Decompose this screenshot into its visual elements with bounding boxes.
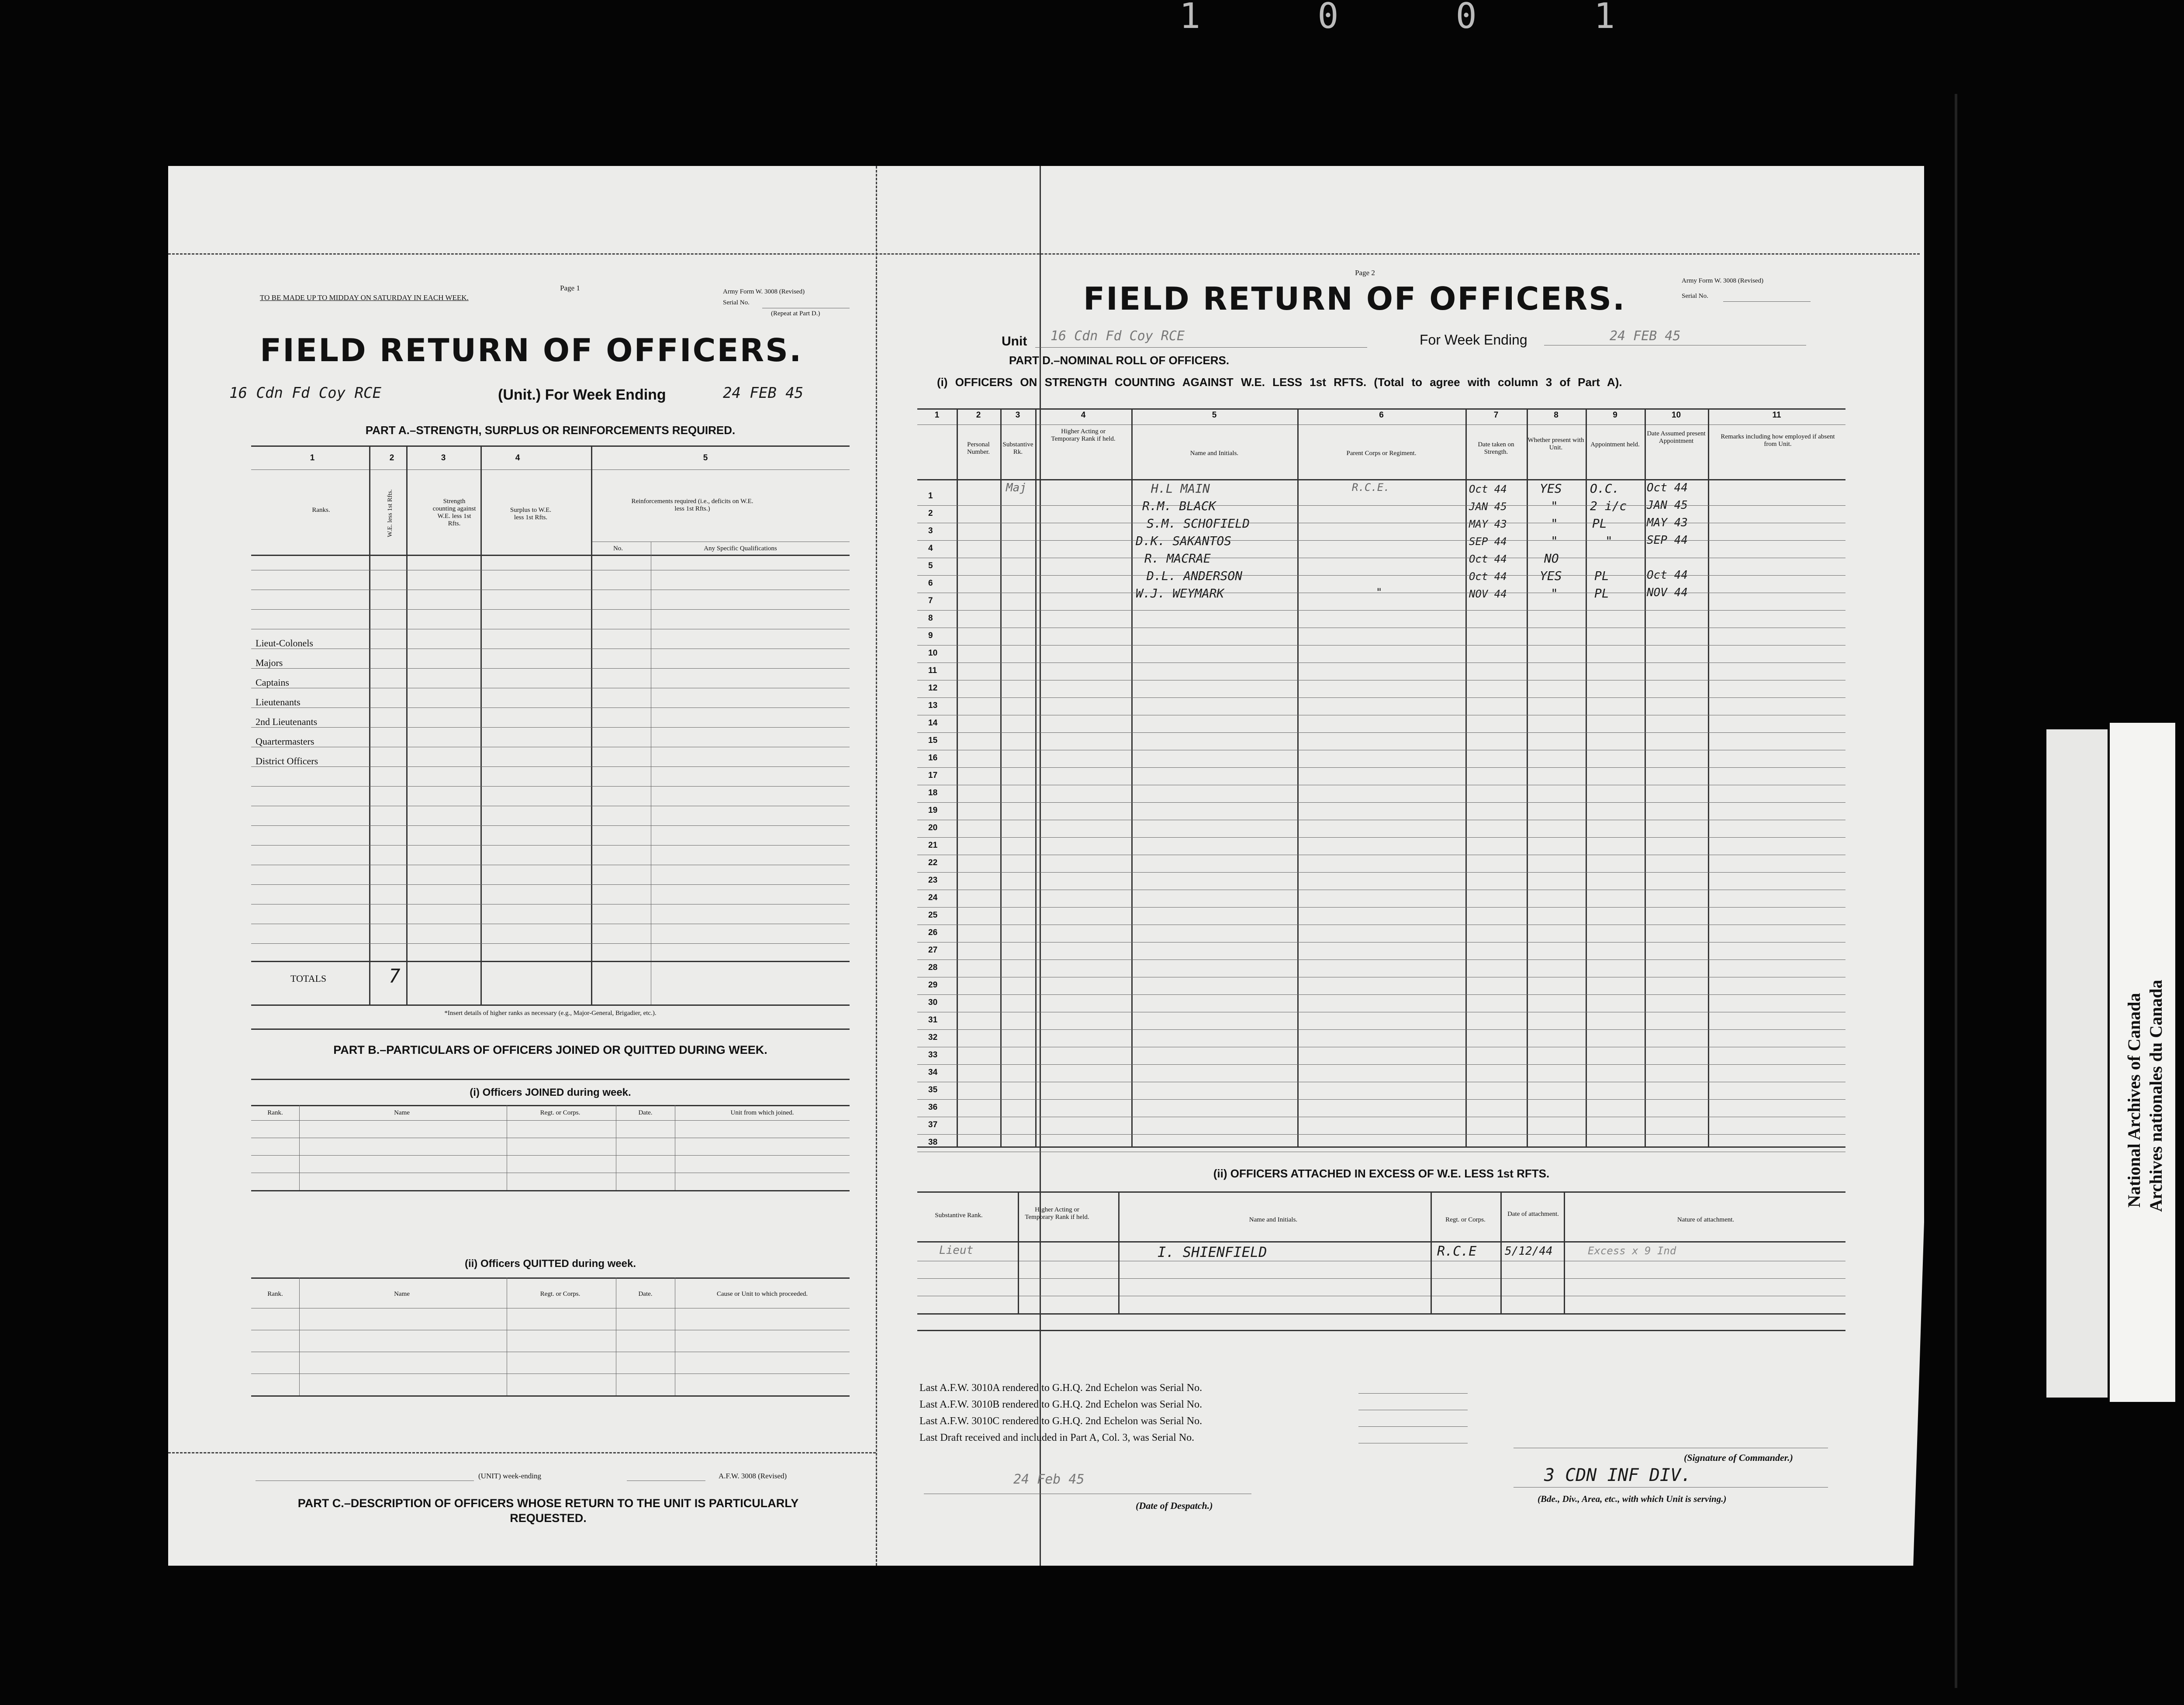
- archive-label-line2: Archives nationales du Canada: [2146, 980, 2166, 1212]
- part-a-num-rule: [251, 469, 850, 470]
- roll-header-date-taken: Date taken on Strength.: [1478, 441, 1514, 456]
- roll-vline: [1527, 408, 1528, 1146]
- page1-form-id: Army Form W. 3008 (Revised): [723, 288, 805, 295]
- roll-row-number: 14: [928, 718, 938, 728]
- page1-title: FIELD RETURN OF OFFICERS.: [260, 332, 803, 369]
- roll-entry-appt: PL: [1594, 586, 1609, 601]
- part-a-no-header: No.: [613, 545, 623, 552]
- roll-row-number: 15: [928, 736, 938, 745]
- roll-row-rule: [917, 1064, 1845, 1065]
- part-d-title: PART D.–NOMINAL ROLL OF OFFICERS.: [1009, 354, 1230, 367]
- roll-entry-name: H.L MAIN: [1151, 481, 1210, 496]
- roll-row-number: 6: [928, 579, 933, 588]
- roll-entry-assumed: MAY 43: [1647, 516, 1688, 529]
- roll-vline: [1586, 408, 1587, 1146]
- roll-row-rule: [917, 837, 1845, 838]
- part-a-row-rule: [251, 845, 850, 846]
- roll-col-num: 11: [1772, 411, 1781, 420]
- roll-entry-date: SEP 44: [1469, 535, 1507, 548]
- rank-district-officers: District Officers: [256, 756, 318, 766]
- joined-row: [251, 1155, 850, 1156]
- part-a-row-rule: [251, 727, 850, 728]
- section-ii-title: (ii) OFFICERS ATTACHED IN EXCESS OF W.E. LESS 1st RFTS.: [1213, 1167, 1550, 1180]
- roll-row-number: 16: [928, 753, 938, 763]
- roll-header-date-assumed: Date Assumed present Appointment: [1647, 430, 1706, 445]
- part-a-header-bottom: [251, 555, 850, 556]
- roll-header-parent-corps: Parent Corps or Regiment.: [1346, 450, 1417, 457]
- quitted-bottom: [251, 1395, 850, 1397]
- roll-col-num: 9: [1613, 411, 1617, 420]
- last-3010b: Last A.F.W. 3010B rendered to G.H.Q. 2nd Echelon was Serial No.: [919, 1399, 1203, 1410]
- rank-quartermasters: Quartermasters: [256, 736, 314, 747]
- roll-row-number: 36: [928, 1103, 938, 1112]
- roll-row-rule: [917, 994, 1845, 995]
- roll-entry-present: ": [1551, 499, 1558, 513]
- roll-vline: [1708, 408, 1709, 1146]
- part-c-title: PART C.–DESCRIPTION OF OFFICERS WHOSE RETURN TO THE UNIT IS PARTICULARLY REQUESTED.: [297, 1497, 799, 1525]
- roll-row-number: 31: [928, 1015, 938, 1025]
- quitted-header-regt: Regt. or Corps.: [540, 1291, 581, 1298]
- part-a-qualifications-header: Any Specific Qualifications: [704, 545, 777, 552]
- roll-entry-date: Oct 44: [1469, 553, 1507, 565]
- roll-row-rule: [917, 540, 1845, 541]
- bde-label: (Bde., Div., Area, etc., with which Unit is serving.): [1538, 1494, 1727, 1504]
- roll-row-number: 24: [928, 893, 938, 902]
- roll-entry-date: MAY 43: [1469, 518, 1507, 530]
- roll-entry-appt: PL: [1592, 516, 1607, 531]
- attached-vline: [1431, 1191, 1432, 1313]
- roll-row-number: 8: [928, 614, 933, 623]
- joined-header-name: Name: [394, 1109, 410, 1116]
- part-a-row-rule: [251, 766, 850, 767]
- totals-handwritten: 7: [389, 965, 401, 987]
- part-a-row-rule: [251, 609, 850, 610]
- part-a-ranks-header: Ranks.: [312, 507, 330, 514]
- tear-form-id: A.F.W. 3008 (Revised): [719, 1472, 787, 1480]
- attached-bottom: [917, 1313, 1845, 1315]
- part-b-title-rule: [251, 1079, 850, 1080]
- roll-entry-assumed: JAN 45: [1647, 499, 1688, 512]
- totals-label: TOTALS: [290, 973, 327, 984]
- rank-2nd-lieutenants: 2nd Lieutenants: [256, 716, 318, 727]
- right-binding-line: [1955, 94, 1957, 1688]
- roll-row-number: 32: [928, 1033, 938, 1042]
- part-a-col-num: 4: [515, 453, 520, 462]
- roll-row-number: 5: [928, 561, 933, 570]
- quitted-vline: [299, 1277, 300, 1395]
- page2-unit-handwritten: 16 Cdn Fd Coy RCE: [1051, 328, 1185, 344]
- quitted-header-date: Date.: [638, 1291, 653, 1298]
- attached-vline: [1018, 1191, 1019, 1313]
- page2-label: Page 2: [1355, 269, 1375, 277]
- roll-entry-assumed: NOV 44: [1647, 586, 1688, 599]
- roll-entry-present: ": [1551, 534, 1558, 548]
- roll-row-number: 23: [928, 876, 938, 885]
- last-3010c-fill: [1358, 1426, 1468, 1427]
- rank-lieut-colonels: Lieut-Colonels: [256, 638, 313, 649]
- roll-entry-date: Oct 44: [1469, 483, 1507, 495]
- roll-vline: [1297, 408, 1299, 1146]
- roll-row-number: 35: [928, 1085, 938, 1094]
- roll-vline: [1131, 408, 1133, 1146]
- page1-tear-line: [168, 1452, 876, 1453]
- roll-entry-present: YES: [1540, 569, 1562, 583]
- roll-col-num: 8: [1554, 411, 1559, 420]
- part-a-title: PART A.–STRENGTH, SURPLUS OR REINFORCEMENTS REQUIRED.: [365, 424, 736, 437]
- page2-form-id: Army Form W. 3008 (Revised): [1682, 277, 1764, 284]
- last-draft: Last Draft received and included in Part A, Col. 3, was Serial No.: [919, 1432, 1195, 1443]
- roll-entry-assumed: Oct 44: [1647, 569, 1688, 582]
- roll-row-rule: [917, 959, 1845, 960]
- roll-entry-name: D.K. SAKANTOS: [1136, 534, 1232, 548]
- part-a-top-rule: [251, 445, 850, 447]
- roll-col-num: 1: [934, 411, 940, 420]
- roll-row-rule: [917, 1134, 1845, 1135]
- roll-row-number: 26: [928, 928, 938, 937]
- roll-header-higher-rank: Higher Acting or Temporary Rank if held.: [1051, 428, 1116, 442]
- part-a-we-header: [373, 476, 400, 542]
- roll-entry-date: JAN 45: [1469, 500, 1507, 513]
- part-a-row-rule: [251, 825, 850, 826]
- roll-header-appointment: Appointment held.: [1590, 441, 1640, 448]
- part-a-row-rule: [251, 943, 850, 944]
- joined-header-top: [251, 1105, 850, 1106]
- roll-row-number: 18: [928, 788, 938, 797]
- roll-row-rule: [917, 872, 1845, 873]
- page1-unit-handwritten: 16 Cdn Fd Coy RCE: [229, 384, 381, 402]
- bde-line: [1514, 1487, 1828, 1488]
- joined-header-date: Date.: [638, 1109, 653, 1116]
- roll-entry-name: R.M. BLACK: [1142, 499, 1216, 513]
- roll-row-number: 17: [928, 771, 938, 780]
- archive-label-line1: National Archives of Canada: [2124, 993, 2144, 1208]
- page1-label: Page 1: [560, 284, 580, 292]
- roll-entry-name: R. MACRAE: [1144, 551, 1211, 566]
- roll-entry-appt: O.C.: [1590, 481, 1620, 496]
- roll-row-rule: [917, 732, 1845, 733]
- part-a-vline: [406, 445, 408, 1004]
- last-3010a-fill: [1358, 1393, 1468, 1394]
- attached-entry-date: 5/12/44: [1505, 1245, 1553, 1258]
- roll-row-rule: [917, 1099, 1845, 1100]
- joined-header-bottom: [251, 1120, 850, 1121]
- roll-entry-date: Oct 44: [1469, 570, 1507, 583]
- page2-unit-label: Unit: [1002, 334, 1027, 349]
- roll-vline: [1465, 408, 1467, 1146]
- roll-row-number: 1: [928, 491, 933, 500]
- joined-header-rank: Rank.: [267, 1109, 283, 1116]
- part-a-strength-header: Strength counting against W.E. less 1st Rfts.: [432, 498, 476, 527]
- roll-vline: [1645, 408, 1646, 1146]
- joined-header-unit: Unit from which joined.: [730, 1109, 794, 1116]
- roll-row-number: 34: [928, 1068, 938, 1077]
- attached-vline: [1118, 1191, 1120, 1313]
- document-sheet: [168, 166, 1924, 1566]
- attached-entry-corps: R.C.E: [1437, 1244, 1477, 1259]
- roll-row-number: 22: [928, 858, 938, 867]
- roll-col-num: 7: [1493, 411, 1499, 420]
- page2-title: FIELD RETURN OF OFFICERS.: [1083, 280, 1626, 317]
- despatch-handwritten: 24 Feb 45: [1013, 1472, 1085, 1487]
- roll-col-num: 3: [1015, 411, 1020, 420]
- roll-row-number: 2: [928, 509, 933, 518]
- roll-bottom-rule: [917, 1146, 1845, 1148]
- part-a-row-rule: [251, 884, 850, 885]
- joined-title: (i) Officers JOINED during week.: [470, 1087, 631, 1098]
- roll-entry-corps: ": [1376, 586, 1382, 598]
- roll-row-number: 12: [928, 683, 938, 693]
- roll-header-name: Name and Initials.: [1190, 450, 1239, 457]
- roll-entry-date: NOV 44: [1469, 588, 1507, 600]
- part-a-col-num: 5: [703, 453, 708, 462]
- roll-entry-corps: R.C.E.: [1352, 481, 1390, 494]
- page2-week-label: For Week Ending: [1420, 332, 1527, 348]
- part-d-section-i: (i) OFFICERS ON STRENGTH COUNTING AGAINST W.E. LESS 1st RFTS. (Total to agree with column 3 of Part A).: [937, 376, 1622, 389]
- roll-row-number: 33: [928, 1050, 938, 1060]
- page1-instruction: TO BE MADE UP TO MIDDAY ON SATURDAY IN EACH WEEK.: [260, 293, 469, 302]
- roll-row-rule: [917, 802, 1845, 803]
- part-b-top-rule: [251, 1029, 850, 1030]
- roll-header-remarks: Remarks including how employed if absent from Unit.: [1721, 433, 1835, 448]
- joined-bottom: [251, 1190, 850, 1191]
- part-a-reinforcements-header: Reinforcements required (i.e., deficits on W.E. less 1st Rfts.): [631, 498, 753, 512]
- part-a-col-num: 2: [389, 453, 394, 462]
- tear-unit-line: (UNIT) week-ending: [478, 1472, 541, 1480]
- last-3010c: Last A.F.W. 3010C rendered to G.H.Q. 2nd Echelon was Serial No.: [919, 1415, 1203, 1427]
- attached-header-regt: Regt. or Corps.: [1445, 1216, 1486, 1223]
- attached-row: [917, 1278, 1845, 1279]
- page1-unit-label: (Unit.) For Week Ending: [498, 387, 666, 403]
- roll-header-personal-number: Personal Number.: [967, 441, 990, 456]
- roll-row-number: 30: [928, 998, 938, 1007]
- roll-row-number: 20: [928, 823, 938, 832]
- quitted-header-rank: Rank.: [267, 1291, 283, 1298]
- roll-row-number: 10: [928, 649, 938, 658]
- roll-row-rule: [917, 907, 1845, 908]
- part-a-col-num: 3: [441, 453, 446, 462]
- part-a-row-rule: [251, 668, 850, 669]
- roll-entry-appt: 2 i/c: [1590, 499, 1627, 513]
- roll-row-rule: [917, 767, 1845, 768]
- roll-entry-assumed: Oct 44: [1647, 481, 1688, 494]
- roll-row-number: 37: [928, 1120, 938, 1129]
- roll-col-num: 6: [1379, 411, 1384, 420]
- attached-header-bottom: [917, 1241, 1845, 1243]
- roll-entry-assumed: SEP 44: [1647, 534, 1688, 547]
- page2-week-handwritten: 24 FEB 45: [1610, 328, 1681, 344]
- roll-row-rule: [917, 1029, 1845, 1030]
- attached-header-date: Date of attachment.: [1507, 1211, 1559, 1218]
- part-b-title: PART B.–PARTICULARS OF OFFICERS JOINED OR QUITTED DURING WEEK.: [333, 1043, 767, 1056]
- part-a-totals-bottom: [251, 1004, 850, 1006]
- attached-top: [917, 1191, 1845, 1193]
- rank-captains: Captains: [256, 677, 289, 688]
- roll-row-number: 19: [928, 806, 938, 815]
- part-a-vline: [591, 445, 592, 1004]
- roll-row-rule: [917, 575, 1845, 576]
- attached-vline: [1564, 1191, 1565, 1313]
- quitted-header-top: [251, 1277, 850, 1279]
- part-a-vline: [369, 445, 370, 1004]
- part-a-footnote: *Insert details of higher ranks as necessary (e.g., Major-General, Brigadier, etc.).: [444, 1010, 657, 1017]
- top-dashed-border: [168, 253, 1920, 255]
- last-3010a: Last A.F.W. 3010A rendered to G.H.Q. 2nd Echelon was Serial No.: [919, 1382, 1203, 1394]
- roll-header-present: Whether present with Unit.: [1527, 437, 1584, 451]
- roll-vline: [957, 408, 958, 1146]
- bde-handwritten: 3 CDN INF DIV.: [1544, 1465, 1692, 1485]
- signature-label: (Signature of Commander.): [1684, 1452, 1793, 1463]
- roll-entry-present: ": [1551, 516, 1558, 531]
- roll-row-number: 21: [928, 841, 938, 850]
- attached-vline: [1500, 1191, 1502, 1313]
- quitted-header-cause: Cause or Unit to which proceeded.: [716, 1291, 808, 1298]
- roll-row-number: 9: [928, 631, 933, 640]
- roll-row-number: 3: [928, 526, 933, 535]
- roll-header-substantive: Substantive Rk.: [1002, 441, 1033, 456]
- roll-header-bottom: [917, 479, 1845, 480]
- part-a-we-header-text: W.E. less 1st Rfts.: [387, 489, 394, 537]
- roll-row-number: 13: [928, 701, 938, 710]
- quitted-title: (ii) Officers QUITTED during week.: [464, 1258, 636, 1270]
- page2-serial-line: [1723, 301, 1811, 302]
- roll-entry-name: W.J. WEYMARK: [1136, 586, 1224, 601]
- roll-entry-appt: PL: [1594, 569, 1609, 583]
- roll-row-number: 27: [928, 946, 938, 955]
- attached-header-nature: Nature of attachment.: [1677, 1216, 1735, 1223]
- roll-row-number: 28: [928, 963, 938, 972]
- attached-entry-name: I. SHIENFIELD: [1158, 1244, 1267, 1260]
- roll-col-num: 5: [1212, 411, 1217, 420]
- roll-col-num: 10: [1671, 411, 1681, 420]
- roll-col-num: 2: [976, 411, 981, 420]
- roll-row-rule: [917, 697, 1845, 698]
- roll-entry-appt: ": [1605, 534, 1613, 548]
- attached-header-higher: Higher Acting or Temporary Rank if held.: [1025, 1206, 1089, 1221]
- page2-unit-line: [1035, 347, 1367, 348]
- roll-entry-present: ": [1551, 586, 1558, 601]
- roll-row-rule: [917, 505, 1845, 506]
- joined-vline: [299, 1105, 300, 1190]
- part-a-col-num: 1: [310, 453, 315, 462]
- attached-header-rank: Substantive Rank.: [935, 1212, 983, 1219]
- page1-serial: Serial No.: [723, 299, 750, 306]
- reel-marks: 1 0 0 1: [1179, 0, 1663, 36]
- roll-entry-present: NO: [1544, 551, 1559, 566]
- roll-entry-present: YES: [1540, 481, 1562, 496]
- part-a-vline: [480, 445, 482, 1004]
- page1-week-ending-handwritten: 24 FEB 45: [723, 384, 804, 402]
- roll-entry-rank: Maj: [1006, 481, 1026, 494]
- center-fold-line: [876, 166, 877, 1566]
- rank-lieutenants: Lieutenants: [256, 697, 301, 708]
- roll-vline: [1035, 408, 1037, 1146]
- part-a-totals-top: [251, 961, 850, 962]
- last-lines-top: [917, 1330, 1845, 1331]
- attached-entry-rank: Lieut: [939, 1244, 974, 1257]
- roll-row-number: 7: [928, 596, 933, 605]
- page2-serial: Serial No.: [1682, 293, 1708, 300]
- joined-header-regt: Regt. or Corps.: [540, 1109, 581, 1116]
- roll-row-number: 25: [928, 911, 938, 920]
- despatch-label: (Date of Despatch.): [1136, 1500, 1213, 1511]
- roll-entry-name: S.M. SCHOFIELD: [1147, 516, 1250, 531]
- part-a-surplus-header: Surplus to W.E. less 1st Rfts.: [510, 507, 552, 521]
- page1-repeat-note: (Repeat at Part D.): [771, 310, 820, 317]
- rank-majors: Majors: [256, 657, 283, 668]
- archive-strip-back: [2046, 729, 2108, 1398]
- roll-row-number: 29: [928, 980, 938, 990]
- roll-row-number: 11: [928, 666, 937, 675]
- roll-top-rule: [917, 408, 1845, 410]
- roll-row-number: 38: [928, 1138, 938, 1147]
- roll-col-num: 4: [1081, 411, 1086, 420]
- part-a-row-rule: [251, 786, 850, 787]
- attached-header-name: Name and Initials.: [1249, 1216, 1298, 1223]
- roll-entry-name: D.L. ANDERSON: [1147, 569, 1243, 583]
- roll-vline: [1000, 408, 1002, 1146]
- roll-row-number: 4: [928, 544, 933, 553]
- attached-entry-nature: Excess x 9 Ind: [1588, 1245, 1676, 1257]
- roll-row-rule: [917, 610, 1845, 611]
- quitted-header-name: Name: [394, 1291, 410, 1298]
